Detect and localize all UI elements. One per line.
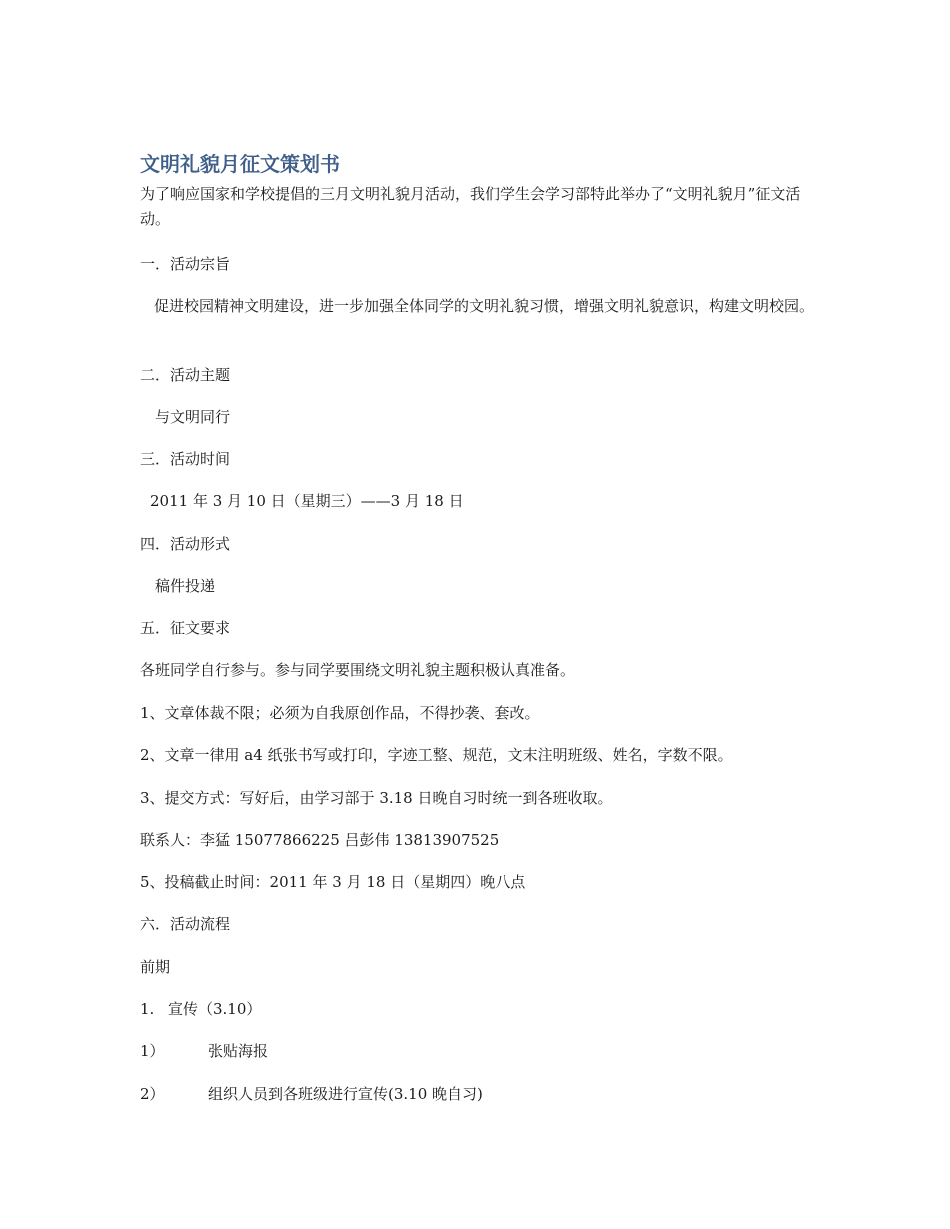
section-heading-format: 四．活动形式 (140, 535, 231, 553)
step-text: 宣传（3.10） (168, 1000, 262, 1018)
section-heading-purpose: 一．活动宗旨 (140, 255, 231, 273)
substep-text: 张贴海报 (208, 1042, 269, 1060)
intro-paragraph: 为了响应国家和学校提倡的三月文明礼貌月活动，我们学生会学习部特此举办了“文明礼貌月”征文活动。 (140, 185, 801, 228)
requirement-item-3: 3、提交方式：写好后，由学习部于 3.18 日晚自习时统一到各班收取。 (140, 789, 613, 807)
section-heading-requirements: 五．征文要求 (140, 619, 231, 637)
substep-number: 1） (140, 1042, 165, 1060)
process-substep-2 (140, 1082, 483, 1106)
requirement-item-1: 1、文章体裁不限；必须为自我原创作品，不得抄袭、套改。 (140, 704, 540, 722)
substep-text: 组织人员到各班级进行宣传(3.10 晚自习) (208, 1085, 483, 1103)
section-heading-process: 六．活动流程 (140, 915, 231, 933)
requirements-intro: 各班同学自行参与。参与同学要围绕文明礼貌主题积极认真准备。 (140, 661, 576, 679)
phase-label: 前期 (140, 958, 171, 976)
theme-text: 与文明同行 (155, 408, 231, 426)
format-text: 稿件投递 (155, 577, 216, 595)
step-number: 1. (140, 1000, 155, 1018)
section-heading-theme: 二．活动主题 (140, 366, 231, 384)
section-heading-time: 三．活动时间 (140, 450, 231, 468)
requirement-item-2: 2、文章一律用 a4 纸张书写或打印，字迹工整、规范，文末注明班级、姓名，字数不限。 (140, 746, 733, 764)
contact-line: 联系人：李猛 15077866225 吕彭伟 13813907525 (140, 831, 500, 849)
process-substep-1 (140, 1039, 268, 1063)
purpose-paragraph: 促进校园精神文明建设，进一步加强全体同学的文明礼貌习惯，增强文明礼貌意识，构建文明校园。 (154, 297, 815, 315)
document-title: 文明礼貌月征文策划书 (140, 152, 340, 176)
process-step-1 (140, 997, 261, 1021)
substep-number: 2） (140, 1085, 165, 1103)
deadline-line: 5、投稿截止时间：2011 年 3 月 18 日（星期四）晚八点 (140, 873, 526, 891)
time-text: 2011 年 3 月 10 日（星期三）——3 月 18 日 (150, 492, 464, 510)
